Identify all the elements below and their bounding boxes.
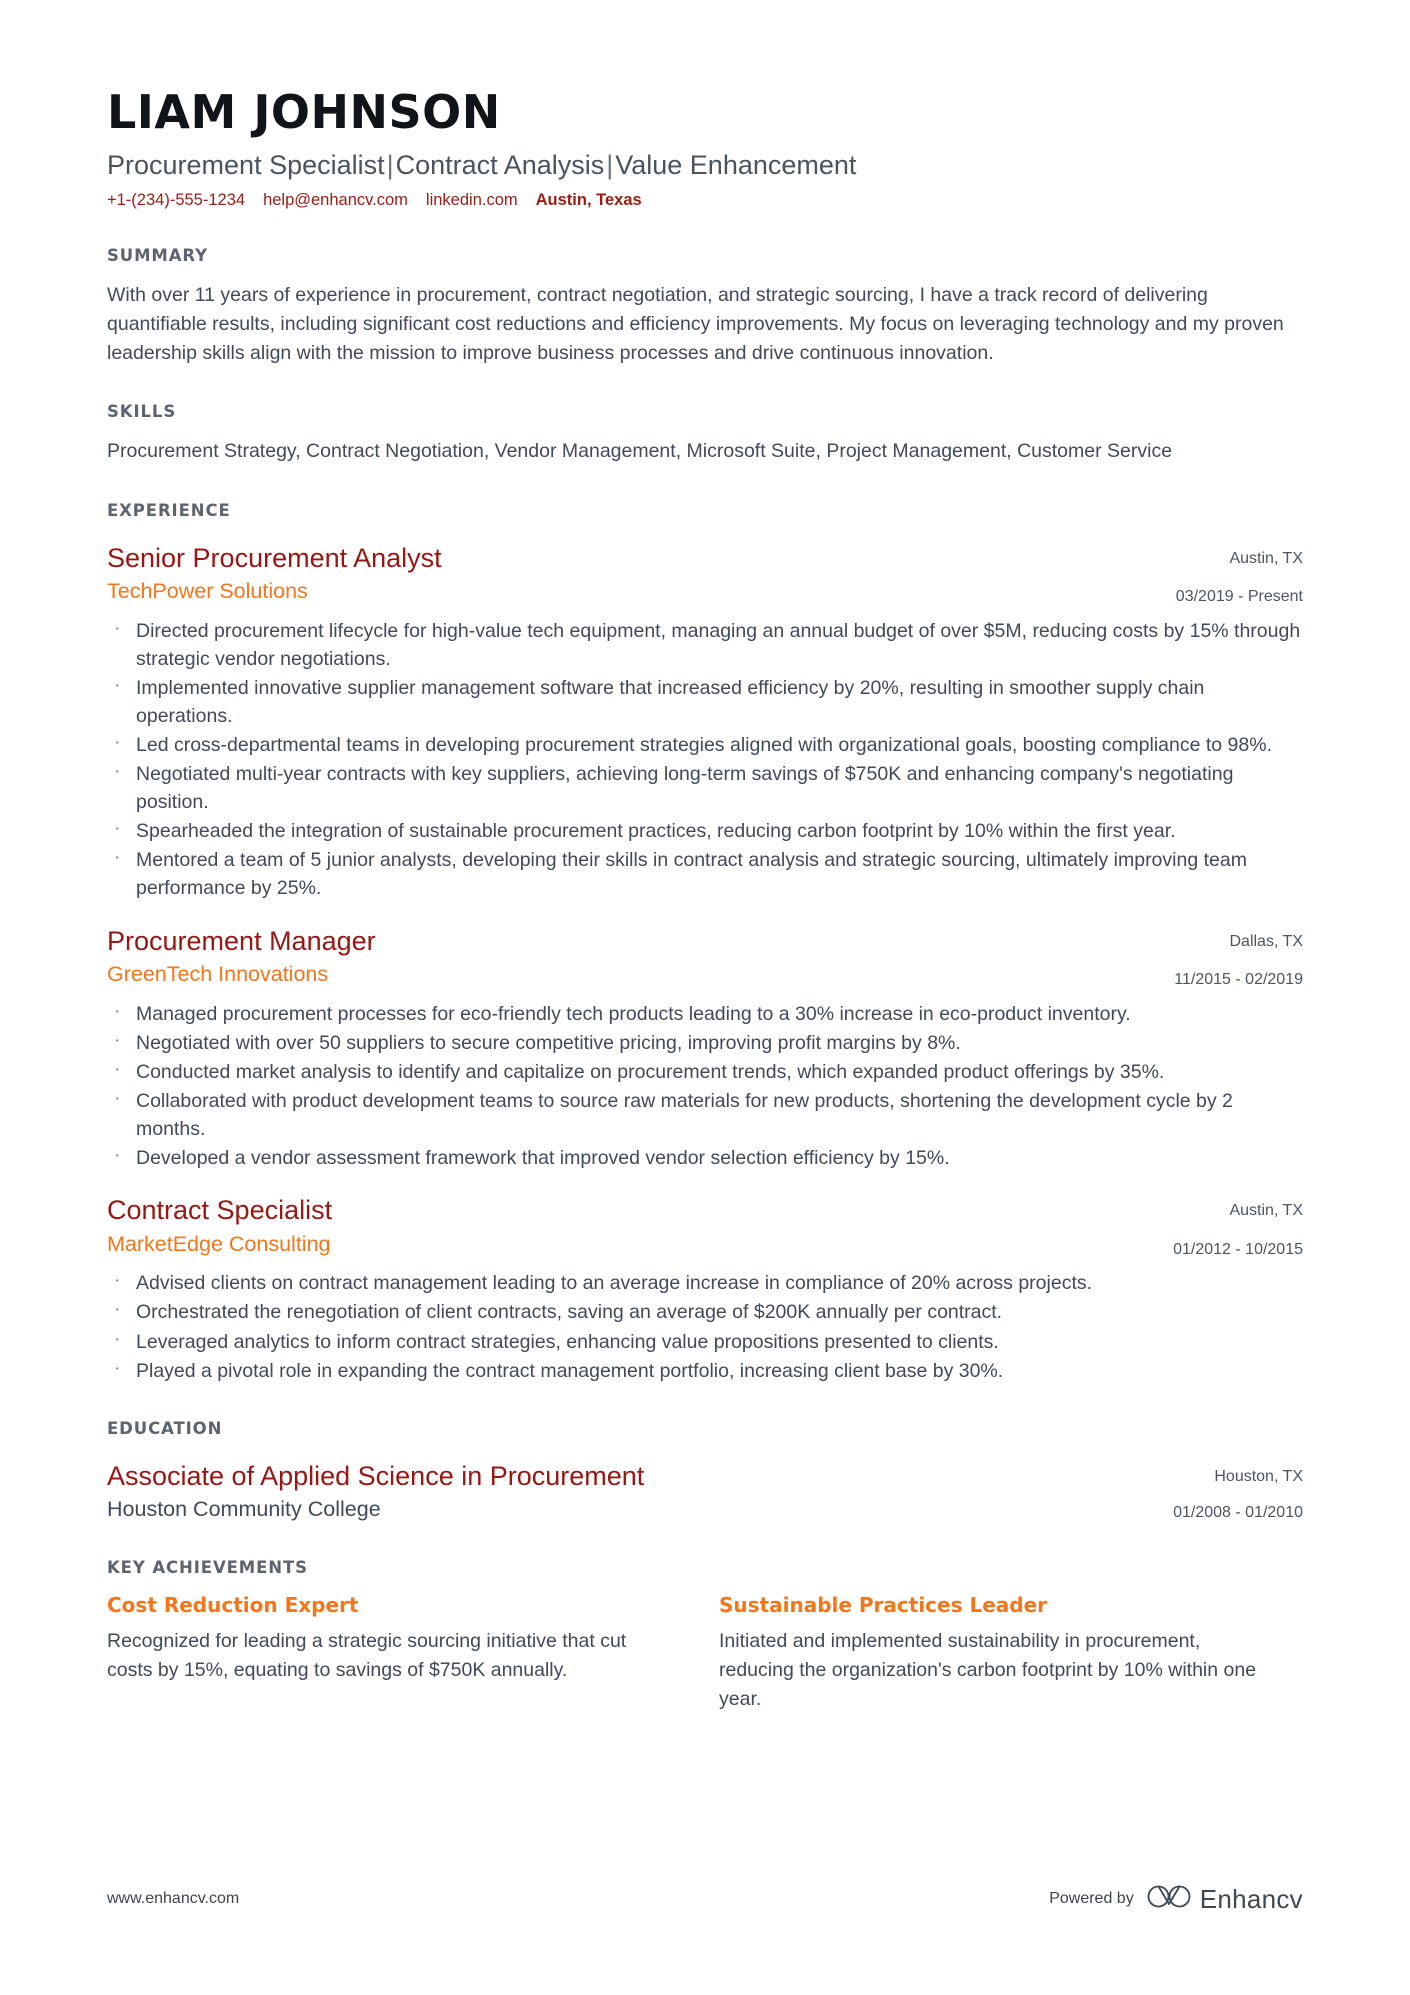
achievement-card (107, 1593, 667, 1714)
experience-company: MarketEdge Consulting (107, 1231, 331, 1256)
headline-separator-1: | (386, 149, 394, 180)
skills-text: Procurement Strategy, Contract Negotiation, Vendor Management, Microsoft Suite, Project Management, Customer Service (107, 440, 1173, 463)
experience-entry-meta (1149, 1194, 1303, 1260)
experience-bullets (107, 1000, 1303, 1172)
experience-entry-main (107, 1194, 1149, 1258)
experience-role: Senior Procurement Analyst (107, 542, 442, 573)
achievement-title: Cost Reduction Expert (107, 1593, 359, 1618)
headline-part-2: Contract Analysis (395, 149, 605, 180)
achievements-grid (107, 1593, 1303, 1714)
experience-entry-meta (1152, 542, 1303, 608)
section-title-summary: SUMMARY (107, 245, 208, 265)
summary-text: With over 11 years of experience in procurement, contract negotiation, and strategic sourcing, I have a track record of delivering quantifiable results, including significant cost reductions and efficiency improvements. My focus on leveraging technology and my proven leadership skills align with the mission to improve business processes and drive continuous innovation. (107, 283, 1284, 365)
contact-location: Austin, Texas (535, 191, 642, 210)
experience-bullets (107, 1269, 1303, 1384)
experience-date: 03/2019 - Present (1175, 588, 1303, 606)
experience-company: TechPower Solutions (107, 579, 308, 604)
section-skills (107, 402, 1303, 466)
experience-location: Dallas, TX (1229, 932, 1303, 950)
headline-part-3: Value Enhancement (615, 149, 857, 180)
section-title-education: EDUCATION (107, 1418, 223, 1438)
experience-date: 01/2012 - 10/2015 (1173, 1240, 1303, 1258)
bullet-item: · Conducted market analysis to identify and capitalize on procurement trends, which expanded product offerings by 35%. (107, 1058, 1303, 1086)
education-entry-main (107, 1460, 1149, 1524)
education-school: Houston Community College (107, 1497, 381, 1522)
experience-entry-main (107, 925, 1150, 989)
enhancv-logo (1147, 1883, 1303, 1915)
experience-entry-header (107, 542, 1303, 608)
education-entry (107, 1460, 1303, 1524)
bullet-item: · Leveraged analytics to inform contract strategies, enhancing value propositions presented to clients. (107, 1328, 1303, 1356)
experience-location: Austin, TX (1229, 549, 1303, 567)
section-title-experience: EXPERIENCE (107, 500, 231, 520)
experience-location: Austin, TX (1229, 1202, 1303, 1220)
bullet-item: · Collaborated with product development teams to source raw materials for new products, shortening the development cycle by 2 months. (107, 1087, 1303, 1143)
bullet-item: · Spearheaded the integration of sustainable procurement practices, reducing carbon footprint by 10% within the first year. (107, 817, 1303, 845)
infinity-icon (1147, 1883, 1191, 1915)
experience-date: 11/2015 - 02/2019 (1174, 971, 1303, 989)
brand-name: Enhancv (1199, 1883, 1303, 1914)
candidate-headline (107, 147, 1303, 183)
experience-company: GreenTech Innovations (107, 961, 329, 986)
experience-entry-main (107, 542, 1152, 606)
bullet-item: · Developed a vendor assessment framework that improved vendor selection efficiency by 15%. (107, 1144, 1303, 1172)
resume-footer (107, 1883, 1303, 1915)
experience-entry-header (107, 925, 1303, 991)
bullet-item: · Orchestrated the renegotiation of client contracts, saving an average of $200K annually per contract. (107, 1298, 1303, 1326)
experience-entry-header (107, 1194, 1303, 1260)
footer-brand (1049, 1883, 1303, 1915)
education-location: Houston, TX (1214, 1467, 1303, 1485)
experience-entry (107, 542, 1303, 903)
education-entry-meta (1149, 1460, 1303, 1524)
education-entry-header (107, 1460, 1303, 1524)
bullet-item: · Advised clients on contract management leading to an average increase in compliance of 20% across projects. (107, 1269, 1303, 1297)
experience-entry (107, 925, 1303, 1173)
achievement-text: Recognized for leading a strategic sourcing initiative that cut costs by 15%, equating to savings of $750K annually. (107, 1630, 627, 1681)
contact-email[interactable]: help@enhancv.com (263, 191, 408, 210)
education-degree: Associate of Applied Science in Procurement (107, 1460, 645, 1491)
headline-separator-2: | (606, 149, 614, 180)
section-title-key-achievements: KEY ACHIEVEMENTS (107, 1558, 308, 1578)
section-key-achievements (107, 1558, 1303, 1714)
bullet-item: · Played a pivotal role in expanding the contract management portfolio, increasing client base by 30%. (107, 1357, 1303, 1385)
section-summary (107, 246, 1303, 369)
achievement-title: Sustainable Practices Leader (719, 1593, 1048, 1618)
education-date: 01/2008 - 01/2010 (1173, 1504, 1303, 1522)
resume-header (107, 0, 1303, 212)
powered-by-label: Powered by (1049, 1890, 1134, 1907)
bullet-item: · Led cross-departmental teams in developing procurement strategies aligned with organizational goals, boosting compliance to 98%. (107, 731, 1303, 759)
bullet-item: · Mentored a team of 5 junior analysts, developing their skills in contract analysis and strategic sourcing, ultimately improving team performance by 25%. (107, 846, 1303, 902)
achievement-text: Initiated and implemented sustainability in procurement, reducing the organization's carbon footprint by 10% within one year. (719, 1630, 1257, 1710)
section-experience (107, 501, 1303, 1385)
experience-role: Procurement Manager (107, 925, 376, 956)
contact-phone[interactable]: +1-(234)-555-1234 (107, 191, 246, 210)
contact-linkedin[interactable]: linkedin.com (425, 191, 518, 210)
experience-bullets (107, 617, 1303, 903)
experience-entry (107, 1194, 1303, 1385)
experience-role: Contract Specialist (107, 1195, 333, 1226)
section-title-skills: SKILLS (107, 402, 177, 422)
footer-website-url[interactable]: www.enhancv.com (107, 1890, 240, 1907)
bullet-item: · Managed procurement processes for eco-friendly tech products leading to a 30% increase in eco-product inventory. (107, 1000, 1303, 1028)
candidate-name: LIAM JOHNSON (107, 85, 501, 139)
experience-entry-meta (1150, 925, 1303, 991)
bullet-item: · Implemented innovative supplier management software that increased efficiency by 20%, resulting in smoother supply chain operations. (107, 674, 1303, 730)
bullet-item: · Directed procurement lifecycle for high-value tech equipment, managing an annual budget of over $5M, reducing costs by 15% through strategic vendor negotiations. (107, 617, 1303, 673)
section-education (107, 1419, 1303, 1524)
contact-row (107, 190, 1303, 211)
achievement-card (719, 1593, 1279, 1714)
bullet-item: · Negotiated with over 50 suppliers to secure competitive pricing, improving profit margins by 8%. (107, 1029, 1303, 1057)
headline-part-1: Procurement Specialist (107, 149, 385, 180)
bullet-item: · Negotiated multi-year contracts with key suppliers, achieving long-term savings of $750K and enhancing company's negotiating position. (107, 760, 1303, 816)
